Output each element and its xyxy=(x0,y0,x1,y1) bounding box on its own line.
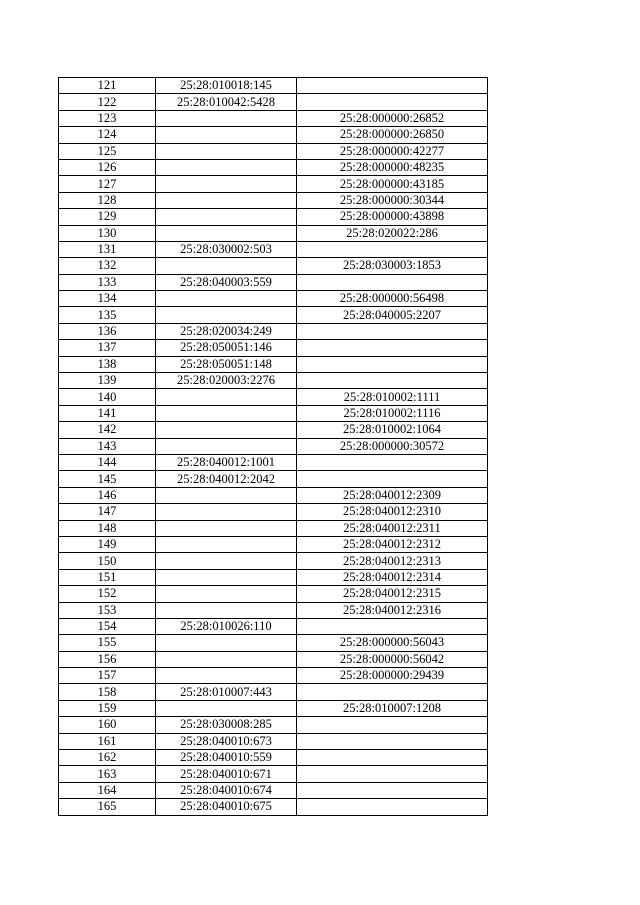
cadastral-number-cell-b xyxy=(156,258,297,274)
row-number-cell: 144 xyxy=(59,454,156,470)
row-number-cell: 160 xyxy=(59,717,156,733)
table-row xyxy=(59,454,488,470)
table-row xyxy=(59,209,488,225)
cadastral-number-cell-b: 25:28:030002:503 xyxy=(156,241,297,257)
cadastral-number-cell-c xyxy=(297,766,488,782)
cadastral-number-cell-b: 25:28:040012:2042 xyxy=(156,471,297,487)
cadastral-number-cell-b xyxy=(156,700,297,716)
cadastral-number-cell-b xyxy=(156,159,297,175)
row-number-cell: 126 xyxy=(59,159,156,175)
cadastral-number-cell-b: 25:28:040010:671 xyxy=(156,766,297,782)
row-number-cell: 142 xyxy=(59,422,156,438)
table-row xyxy=(59,159,488,175)
row-number-cell: 150 xyxy=(59,553,156,569)
cadastral-number-cell-b: 25:28:010018:145 xyxy=(156,78,297,94)
cadastral-number-cell-b xyxy=(156,438,297,454)
row-number-cell: 138 xyxy=(59,356,156,372)
row-number-cell: 122 xyxy=(59,94,156,110)
table-row xyxy=(59,78,488,94)
cadastral-number-cell-b xyxy=(156,602,297,618)
table-row xyxy=(59,487,488,503)
cadastral-number-cell-c: 25:28:000000:43898 xyxy=(297,209,488,225)
cadastral-number-cell-c xyxy=(297,274,488,290)
row-number-cell: 129 xyxy=(59,209,156,225)
cadastral-number-cell-c: 25:28:000000:30344 xyxy=(297,192,488,208)
cadastral-numbers-table xyxy=(58,77,488,816)
row-number-cell: 134 xyxy=(59,291,156,307)
cadastral-number-cell-b: 25:28:050051:148 xyxy=(156,356,297,372)
table-row xyxy=(59,274,488,290)
table-row xyxy=(59,94,488,110)
row-number-cell: 130 xyxy=(59,225,156,241)
cadastral-number-cell-c xyxy=(297,750,488,766)
cadastral-number-cell-c: 25:28:020022:286 xyxy=(297,225,488,241)
row-number-cell: 159 xyxy=(59,700,156,716)
cadastral-number-cell-b xyxy=(156,504,297,520)
cadastral-number-cell-b xyxy=(156,520,297,536)
cadastral-number-cell-b xyxy=(156,536,297,552)
table-row xyxy=(59,340,488,356)
cadastral-number-cell-c xyxy=(297,618,488,634)
row-number-cell: 151 xyxy=(59,569,156,585)
table-row xyxy=(59,471,488,487)
cadastral-number-cell-c: 25:28:040012:2312 xyxy=(297,536,488,552)
row-number-cell: 143 xyxy=(59,438,156,454)
table-row xyxy=(59,569,488,585)
table-row xyxy=(59,176,488,192)
cadastral-number-cell-b: 25:28:040010:559 xyxy=(156,750,297,766)
cadastral-number-cell-c: 25:28:000000:56042 xyxy=(297,651,488,667)
cadastral-number-cell-c: 25:28:000000:56498 xyxy=(297,291,488,307)
cadastral-number-cell-b xyxy=(156,110,297,126)
cadastral-number-cell-b: 25:28:010007:443 xyxy=(156,684,297,700)
row-number-cell: 132 xyxy=(59,258,156,274)
cadastral-number-cell-b xyxy=(156,225,297,241)
row-number-cell: 146 xyxy=(59,487,156,503)
cadastral-number-cell-c: 25:28:040012:2315 xyxy=(297,586,488,602)
row-number-cell: 131 xyxy=(59,241,156,257)
cadastral-number-cell-c: 25:28:030003:1853 xyxy=(297,258,488,274)
cadastral-number-cell-b xyxy=(156,291,297,307)
cadastral-number-cell-c xyxy=(297,323,488,339)
table-row xyxy=(59,733,488,749)
row-number-cell: 153 xyxy=(59,602,156,618)
cadastral-number-cell-b xyxy=(156,389,297,405)
cadastral-number-cell-c xyxy=(297,717,488,733)
cadastral-number-cell-b: 25:28:040003:559 xyxy=(156,274,297,290)
cadastral-number-cell-c: 25:28:010007:1208 xyxy=(297,700,488,716)
cadastral-number-cell-b xyxy=(156,209,297,225)
table-body xyxy=(59,78,488,816)
cadastral-number-cell-b: 25:28:040010:674 xyxy=(156,782,297,798)
cadastral-number-cell-c xyxy=(297,373,488,389)
row-number-cell: 139 xyxy=(59,373,156,389)
cadastral-number-cell-b xyxy=(156,422,297,438)
cadastral-number-cell-c: 25:28:010002:1116 xyxy=(297,405,488,421)
row-number-cell: 140 xyxy=(59,389,156,405)
cadastral-number-cell-c: 25:28:010002:1111 xyxy=(297,389,488,405)
cadastral-number-cell-b xyxy=(156,668,297,684)
table-row xyxy=(59,225,488,241)
table-row xyxy=(59,717,488,733)
table-row xyxy=(59,323,488,339)
table-row xyxy=(59,258,488,274)
cadastral-number-cell-b xyxy=(156,586,297,602)
row-number-cell: 137 xyxy=(59,340,156,356)
table-row xyxy=(59,373,488,389)
cadastral-number-cell-c: 25:28:040012:2310 xyxy=(297,504,488,520)
table-row xyxy=(59,241,488,257)
row-number-cell: 136 xyxy=(59,323,156,339)
table-row xyxy=(59,307,488,323)
cadastral-number-cell-b xyxy=(156,405,297,421)
row-number-cell: 127 xyxy=(59,176,156,192)
row-number-cell: 148 xyxy=(59,520,156,536)
cadastral-number-cell-c: 25:28:040005:2207 xyxy=(297,307,488,323)
cadastral-number-cell-b xyxy=(156,553,297,569)
row-number-cell: 147 xyxy=(59,504,156,520)
table-row xyxy=(59,700,488,716)
table-row xyxy=(59,127,488,143)
cadastral-number-cell-c: 25:28:000000:29439 xyxy=(297,668,488,684)
table-row xyxy=(59,291,488,307)
table-row xyxy=(59,684,488,700)
cadastral-number-cell-c xyxy=(297,94,488,110)
table-row xyxy=(59,750,488,766)
cadastral-number-cell-b: 25:28:020003:2276 xyxy=(156,373,297,389)
row-number-cell: 162 xyxy=(59,750,156,766)
cadastral-number-cell-b xyxy=(156,307,297,323)
cadastral-number-cell-b xyxy=(156,143,297,159)
cadastral-number-cell-c: 25:28:000000:30572 xyxy=(297,438,488,454)
cadastral-number-cell-b xyxy=(156,635,297,651)
cadastral-number-cell-c: 25:28:000000:42277 xyxy=(297,143,488,159)
table-row xyxy=(59,602,488,618)
row-number-cell: 121 xyxy=(59,78,156,94)
table-row xyxy=(59,536,488,552)
cadastral-number-cell-b: 25:28:040010:673 xyxy=(156,733,297,749)
row-number-cell: 135 xyxy=(59,307,156,323)
table-row xyxy=(59,504,488,520)
cadastral-number-cell-c xyxy=(297,340,488,356)
row-number-cell: 157 xyxy=(59,668,156,684)
cadastral-number-cell-c: 25:28:040012:2314 xyxy=(297,569,488,585)
table-row xyxy=(59,586,488,602)
row-number-cell: 123 xyxy=(59,110,156,126)
table-row xyxy=(59,520,488,536)
row-number-cell: 156 xyxy=(59,651,156,667)
row-number-cell: 133 xyxy=(59,274,156,290)
cadastral-number-cell-b: 25:28:040010:675 xyxy=(156,799,297,815)
table-row xyxy=(59,356,488,372)
cadastral-number-cell-b: 25:28:010042:5428 xyxy=(156,94,297,110)
row-number-cell: 164 xyxy=(59,782,156,798)
cadastral-number-cell-c xyxy=(297,799,488,815)
table-row xyxy=(59,635,488,651)
cadastral-number-cell-c xyxy=(297,471,488,487)
cadastral-number-cell-b xyxy=(156,176,297,192)
cadastral-number-cell-b: 25:28:040012:1001 xyxy=(156,454,297,470)
table-row xyxy=(59,651,488,667)
cadastral-number-cell-b: 25:28:020034:249 xyxy=(156,323,297,339)
cadastral-number-cell-c: 25:28:000000:26850 xyxy=(297,127,488,143)
cadastral-number-cell-b: 25:28:050051:146 xyxy=(156,340,297,356)
cadastral-number-cell-c xyxy=(297,782,488,798)
row-number-cell: 154 xyxy=(59,618,156,634)
cadastral-number-cell-b xyxy=(156,127,297,143)
cadastral-number-cell-c: 25:28:040012:2313 xyxy=(297,553,488,569)
cadastral-number-cell-c: 25:28:010002:1064 xyxy=(297,422,488,438)
row-number-cell: 163 xyxy=(59,766,156,782)
table-row xyxy=(59,668,488,684)
table-row xyxy=(59,422,488,438)
table-row xyxy=(59,389,488,405)
table-row xyxy=(59,766,488,782)
cadastral-number-cell-c xyxy=(297,684,488,700)
cadastral-number-cell-b xyxy=(156,651,297,667)
table-row xyxy=(59,192,488,208)
table-row xyxy=(59,405,488,421)
row-number-cell: 158 xyxy=(59,684,156,700)
table-row xyxy=(59,553,488,569)
row-number-cell: 152 xyxy=(59,586,156,602)
cadastral-number-cell-b xyxy=(156,569,297,585)
table-row xyxy=(59,782,488,798)
cadastral-number-cell-b xyxy=(156,487,297,503)
cadastral-number-cell-b: 25:28:030008:285 xyxy=(156,717,297,733)
cadastral-number-cell-b xyxy=(156,192,297,208)
row-number-cell: 128 xyxy=(59,192,156,208)
row-number-cell: 124 xyxy=(59,127,156,143)
cadastral-number-cell-c xyxy=(297,733,488,749)
row-number-cell: 145 xyxy=(59,471,156,487)
cadastral-number-cell-c xyxy=(297,241,488,257)
cadastral-number-cell-c: 25:28:040012:2309 xyxy=(297,487,488,503)
row-number-cell: 149 xyxy=(59,536,156,552)
cadastral-number-cell-c: 25:28:000000:26852 xyxy=(297,110,488,126)
cadastral-number-cell-c: 25:28:000000:43185 xyxy=(297,176,488,192)
row-number-cell: 155 xyxy=(59,635,156,651)
table-row xyxy=(59,110,488,126)
cadastral-number-cell-b: 25:28:010026:110 xyxy=(156,618,297,634)
table-row xyxy=(59,143,488,159)
cadastral-number-cell-c: 25:28:040012:2316 xyxy=(297,602,488,618)
row-number-cell: 165 xyxy=(59,799,156,815)
cadastral-number-cell-c: 25:28:040012:2311 xyxy=(297,520,488,536)
cadastral-number-cell-c xyxy=(297,356,488,372)
table-row xyxy=(59,438,488,454)
table-row xyxy=(59,618,488,634)
row-number-cell: 125 xyxy=(59,143,156,159)
cadastral-number-cell-c: 25:28:000000:56043 xyxy=(297,635,488,651)
cadastral-number-cell-c xyxy=(297,78,488,94)
row-number-cell: 161 xyxy=(59,733,156,749)
cadastral-number-cell-c xyxy=(297,454,488,470)
row-number-cell: 141 xyxy=(59,405,156,421)
cadastral-number-cell-c: 25:28:000000:48235 xyxy=(297,159,488,175)
table-row xyxy=(59,799,488,815)
